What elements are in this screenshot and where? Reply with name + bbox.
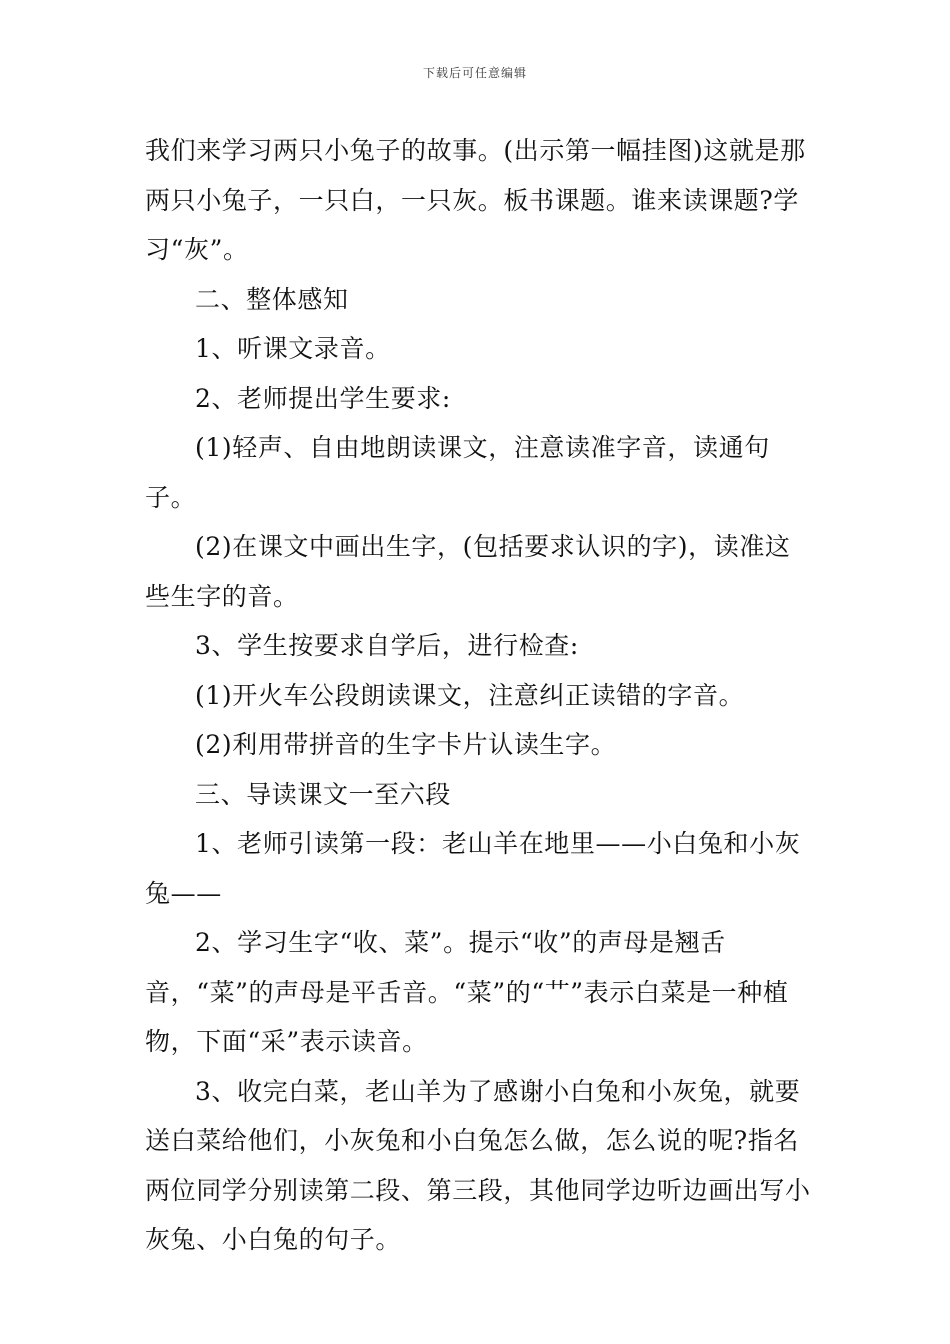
section-heading-overall: 二、整体感知 [195,284,349,314]
paragraph-step-1: 1、听课文录音。 [195,334,391,363]
paragraph-step-2: 2、老师提出学生要求: [195,383,451,413]
paragraph-step-2-item-2: (2)在课文中画出生字，(包括要求认识的字)，读准这些生字的音。 [145,532,791,611]
paragraph-intro: 我们来学习两只小兔子的故事。(出示第一幅挂图)这就是那两只小兔子，一只白，一只灰。板书课题。谁来读课题?学习“灰”。 [145,136,806,264]
paragraph-step-3: 3、学生按要求自学后，进行检查: [195,631,579,660]
paragraph-step-3-item-2: (2)利用带拼音的生字卡片认读生字。 [195,730,617,759]
document-body [145,126,815,1265]
paragraph-guided-2: 2、学习生字“收、菜”。提示“收”的声母是翘舌音，“菜”的声母是平舌音。“菜”的“艹”表示白菜是一种植物，下面“采”表示读音。 [145,928,789,1056]
page-header: 下载后可任意编辑 [422,66,527,80]
paragraph-guided-3: 3、收完白菜，老山羊为了感谢小白兔和小灰兔，就要送白菜给他们，小灰兔和小白兔怎么做，怎么说的呢?指名两位同学分别读第二段、第三段，其他同学边听边画出写小灰兔、小白兔的句子。 [145,1076,811,1254]
paragraph-step-2-item-1: (1)轻声、自由地朗读课文，注意读准字音，读通句子。 [145,433,770,512]
section-heading-guided-reading: 三、导读课文一至六段 [195,779,452,809]
paragraph-guided-1: 1、老师引读第一段：老山羊在地里——小白兔和小灰兔—— [145,829,801,908]
paragraph-step-3-item-1: (1)开火车公段朗读课文，注意纠正读错的字音。 [195,680,745,710]
